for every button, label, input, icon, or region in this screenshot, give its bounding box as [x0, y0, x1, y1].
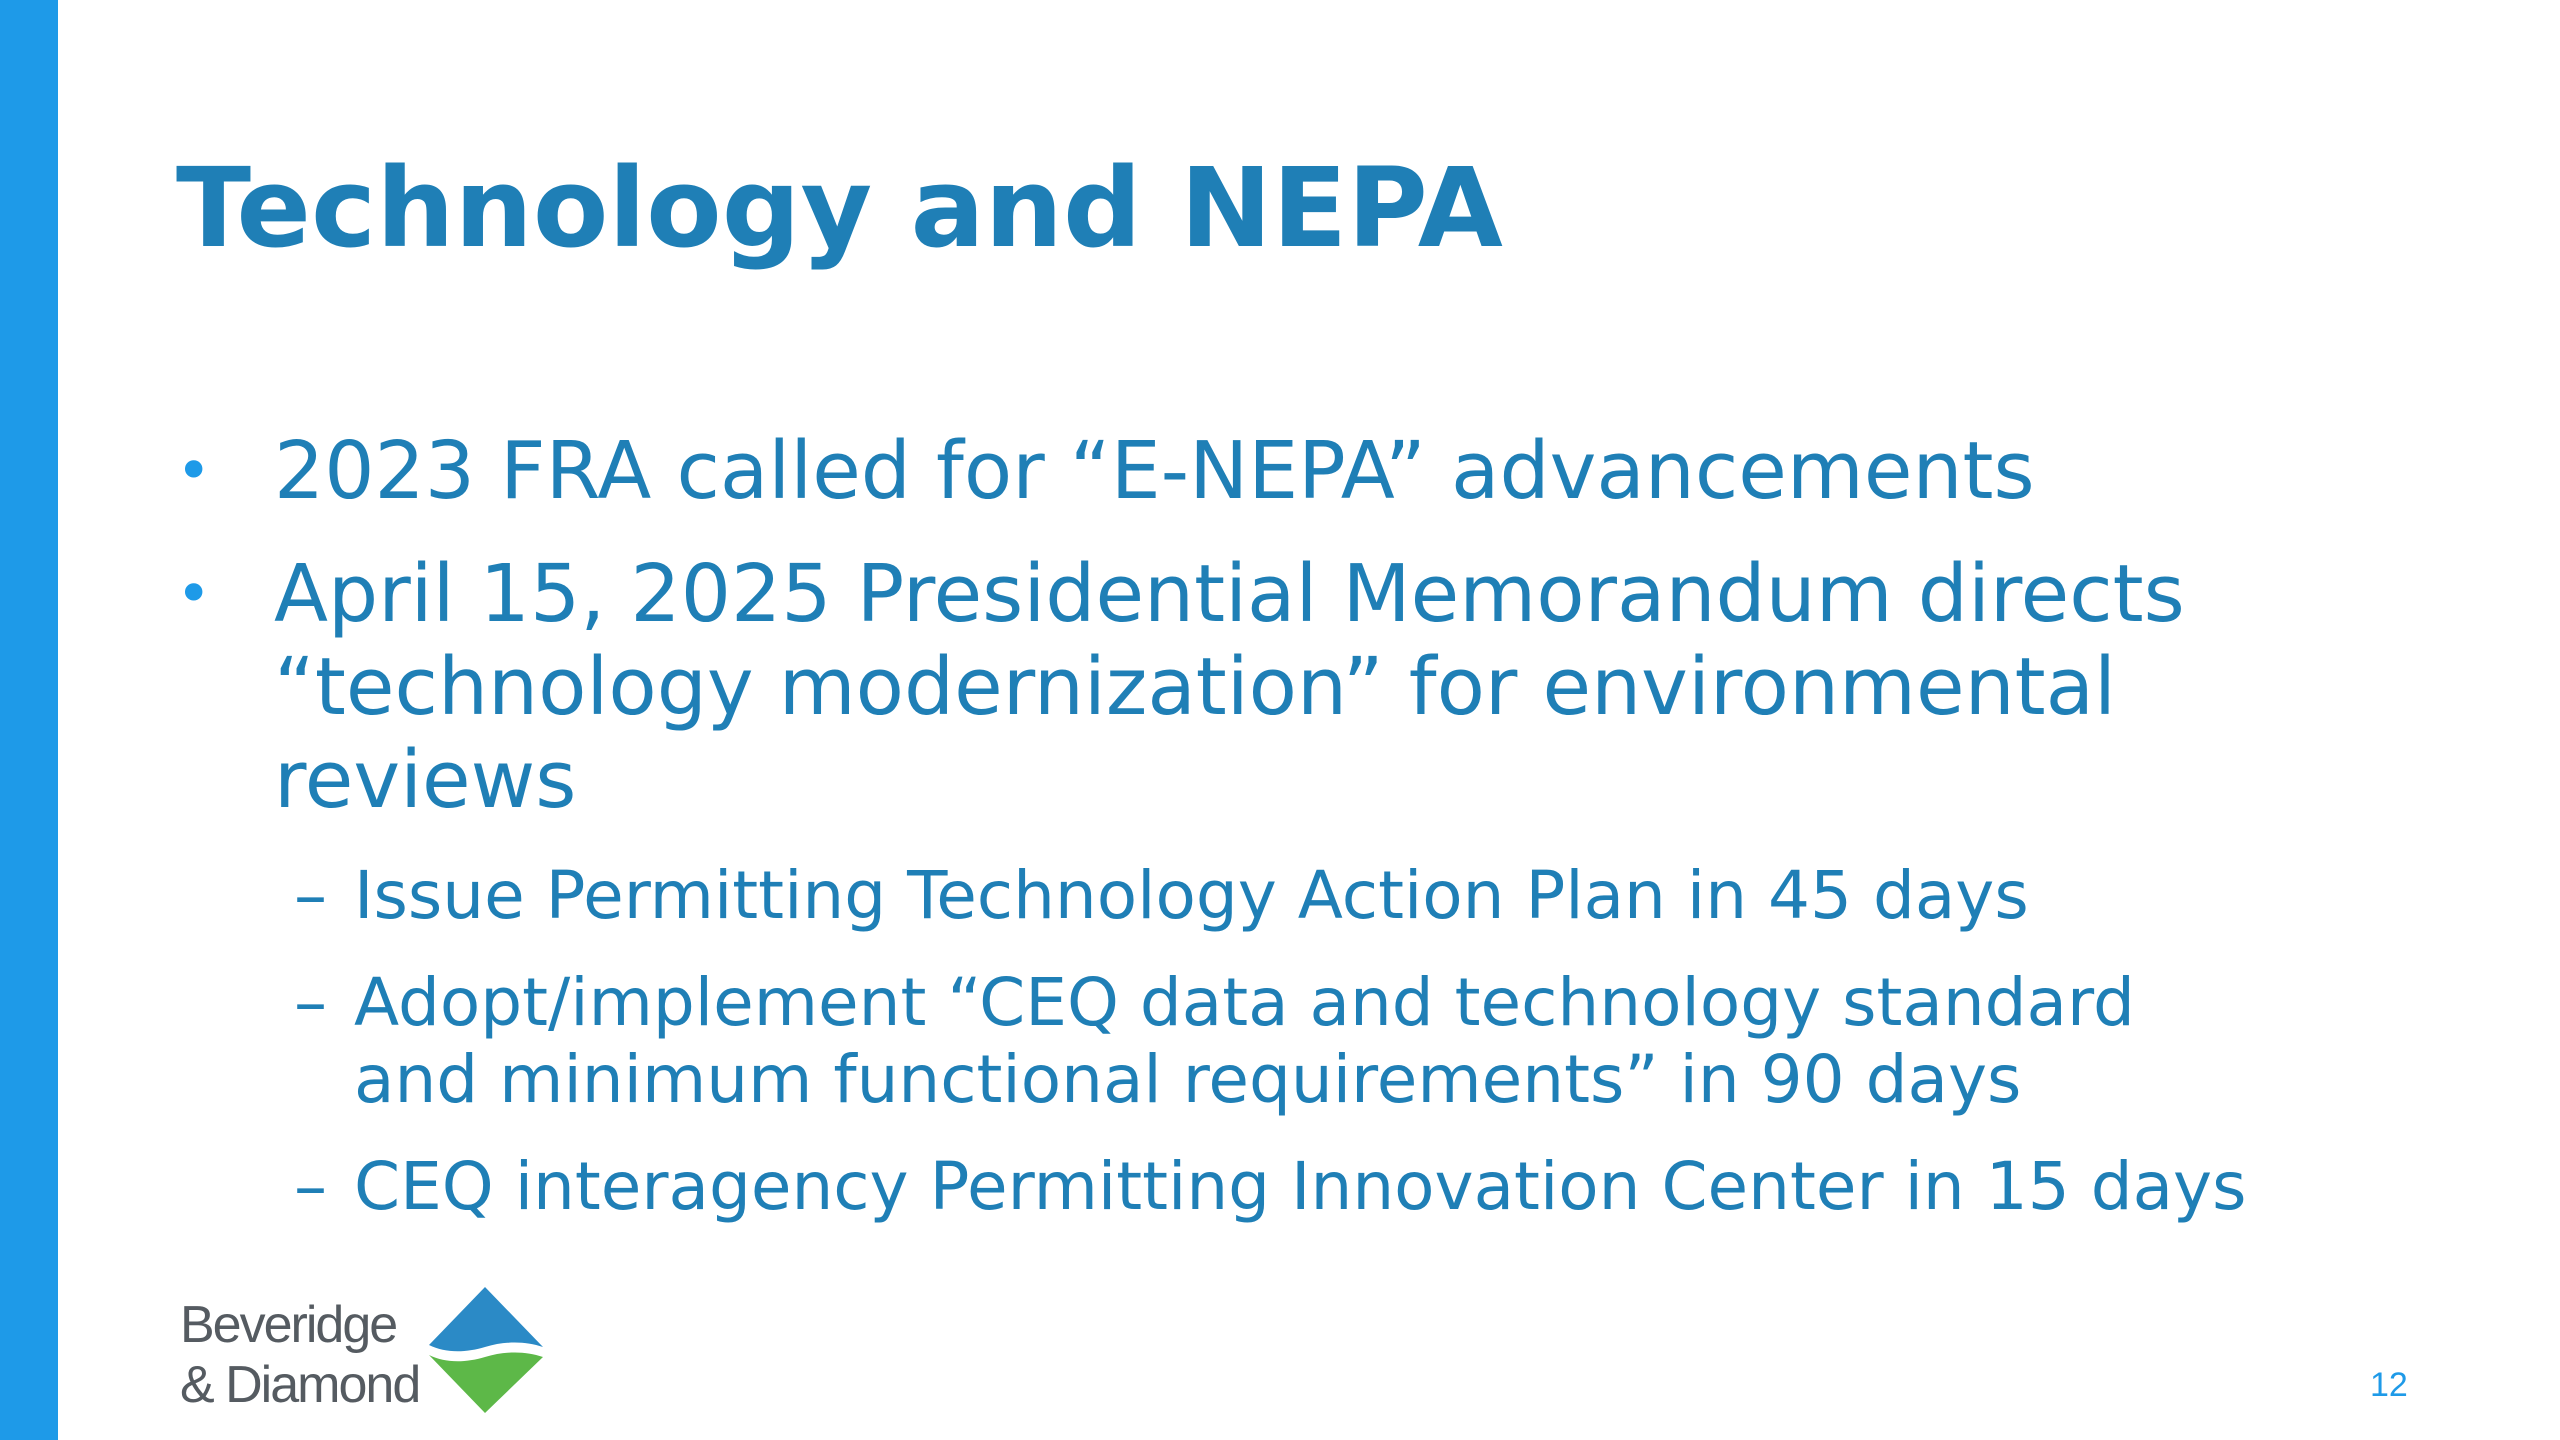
bullet-text-line: reviews	[274, 734, 577, 826]
bullet-item	[176, 425, 2436, 518]
sub-bullet-dash: –	[294, 1148, 327, 1225]
bullet-text-line: April 15, 2025 Presidential Memorandum directs	[274, 548, 2185, 640]
sub-bullet-item	[294, 964, 2436, 1118]
sub-bullet-text-line: Adopt/implement “CEQ data and technology standard	[354, 964, 2135, 1041]
slide-title: Technology and NEPA	[176, 144, 1503, 272]
sub-bullet-text-line: and minimum functional requirements” in 90 days	[354, 1041, 2022, 1118]
company-logo	[180, 1275, 560, 1425]
logo-line-1: Beveridge	[180, 1296, 397, 1354]
accent-bar	[0, 0, 58, 1440]
bullet-item	[176, 548, 2436, 827]
bullet-dot: •	[176, 559, 212, 629]
diamond-logo-icon	[425, 1285, 545, 1415]
sub-bullet-text: CEQ interagency Permitting Innovation Center in 15 days	[354, 1148, 2247, 1225]
bullet-dot: •	[176, 436, 212, 506]
sub-bullet-dash: –	[294, 964, 327, 1041]
sub-bullet-text: Issue Permitting Technology Action Plan in 45 days	[354, 857, 2029, 934]
sub-bullet-item	[294, 1148, 2436, 1225]
bullet-text: 2023 FRA called for “E-NEPA” advancements	[274, 425, 2035, 517]
logo-wordmark	[180, 1295, 419, 1415]
slide-content	[176, 425, 2436, 1255]
sub-bullet-item	[294, 857, 2436, 934]
page-number: 12	[2370, 1366, 2408, 1404]
logo-line-2: & Diamond	[180, 1356, 420, 1414]
bullet-text-line: “technology modernization” for environmental	[274, 641, 2116, 733]
sub-bullet-dash: –	[294, 857, 327, 934]
